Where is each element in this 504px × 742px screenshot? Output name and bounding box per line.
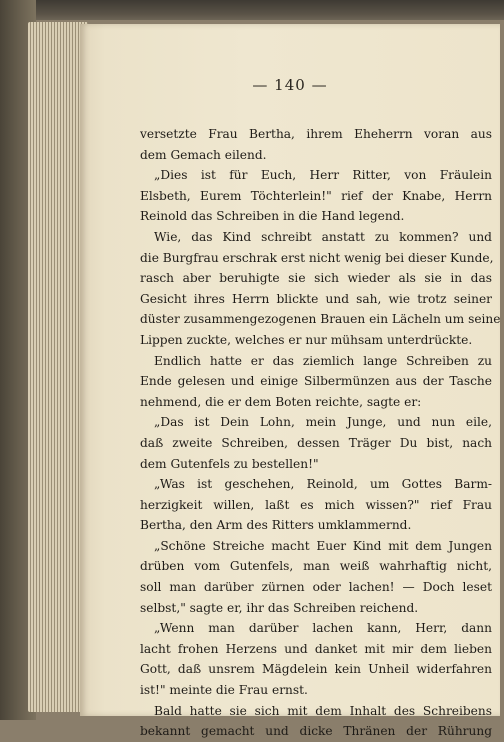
text-line: selbst," sagte er, ihr das Schreiben reichend.: [140, 600, 419, 615]
text-line: ist!" meinte die Frau ernst.: [140, 683, 308, 698]
text-line: Endlich hatte er das ziemlich lange Schreiben zu: [154, 353, 492, 368]
text-line: dem Gemach eilend.: [140, 147, 267, 162]
text-line: „Wenn man darüber lachen kann, Herr, dann: [154, 621, 492, 636]
text-line: versetzte Frau Bertha, ihrem Eheherrn voran aus: [140, 127, 492, 141]
text-line: drüben vom Gutenfels, man weiß wahrhaftig nicht,: [140, 559, 492, 574]
text-line: Reinold das Schreiben in die Hand legend.: [140, 209, 405, 224]
text-block: [140, 124, 501, 742]
page-edges: [28, 22, 88, 712]
text-line: Bertha, den Arm des Ritters umklammernd.: [140, 518, 412, 533]
page-number: — 140 —: [252, 76, 328, 94]
text-line: lacht frohen Herzens und danket mit mir dem lieben: [140, 641, 492, 656]
text-line: Bald hatte sie sich mit dem Inhalt des Schreibens: [154, 703, 492, 718]
text-line: bekannt gemacht und dicke Thränen der Rührung: [140, 724, 492, 739]
text-line: Wie, das Kind schreibt anstatt zu kommen? und: [154, 229, 492, 244]
text-line: „Schöne Streiche macht Euer Kind mit dem Jungen: [154, 538, 492, 553]
text-line: „Das ist Dein Lohn, mein Junge, und nun eile,: [154, 415, 492, 430]
text-line: „Dies ist für Euch, Herr Ritter, von Fräulein: [154, 168, 492, 183]
text-line: „Was ist geschehen, Reinold, um Gottes Barm-: [154, 477, 492, 492]
text-line: Gott, daß unsrem Mägdelein kein Unheil widerfahren: [140, 662, 492, 677]
text-line: herzigkeit willen, laßt es mich wissen?" rief Frau: [140, 497, 492, 512]
text-line: Elsbeth, Eurem Töchterlein!" rief der Knabe, Herrn: [140, 188, 492, 203]
text-line: Gesicht ihres Herrn blickte und sah, wie trotz seiner: [140, 291, 492, 306]
text-line: dem Gutenfels zu bestellen!": [140, 456, 319, 471]
text-line: soll man darüber zürnen oder lachen! — Doch leset: [140, 580, 492, 595]
text-line: Ende gelesen und einige Silbermünzen aus der Tasche: [140, 374, 492, 389]
book-page: [80, 24, 501, 739]
text-line: daß zweite Schreiben, dessen Träger Du bist, nach: [140, 435, 492, 450]
text-line: rasch aber beruhigte sie sich wieder als sie in das: [140, 271, 492, 286]
text-line: die Burgfrau erschrak erst nicht wenig bei dieser Kunde,: [140, 250, 494, 265]
text-line: nehmend, die er dem Boten reichte, sagte er:: [140, 394, 422, 409]
book-cover-top: [0, 0, 504, 20]
text-line: düster zusammengezogenen Brauen ein Lächeln um seine: [140, 312, 501, 327]
text-line: Lippen zuckte, welches er nur mühsam unterdrückte.: [140, 332, 473, 347]
